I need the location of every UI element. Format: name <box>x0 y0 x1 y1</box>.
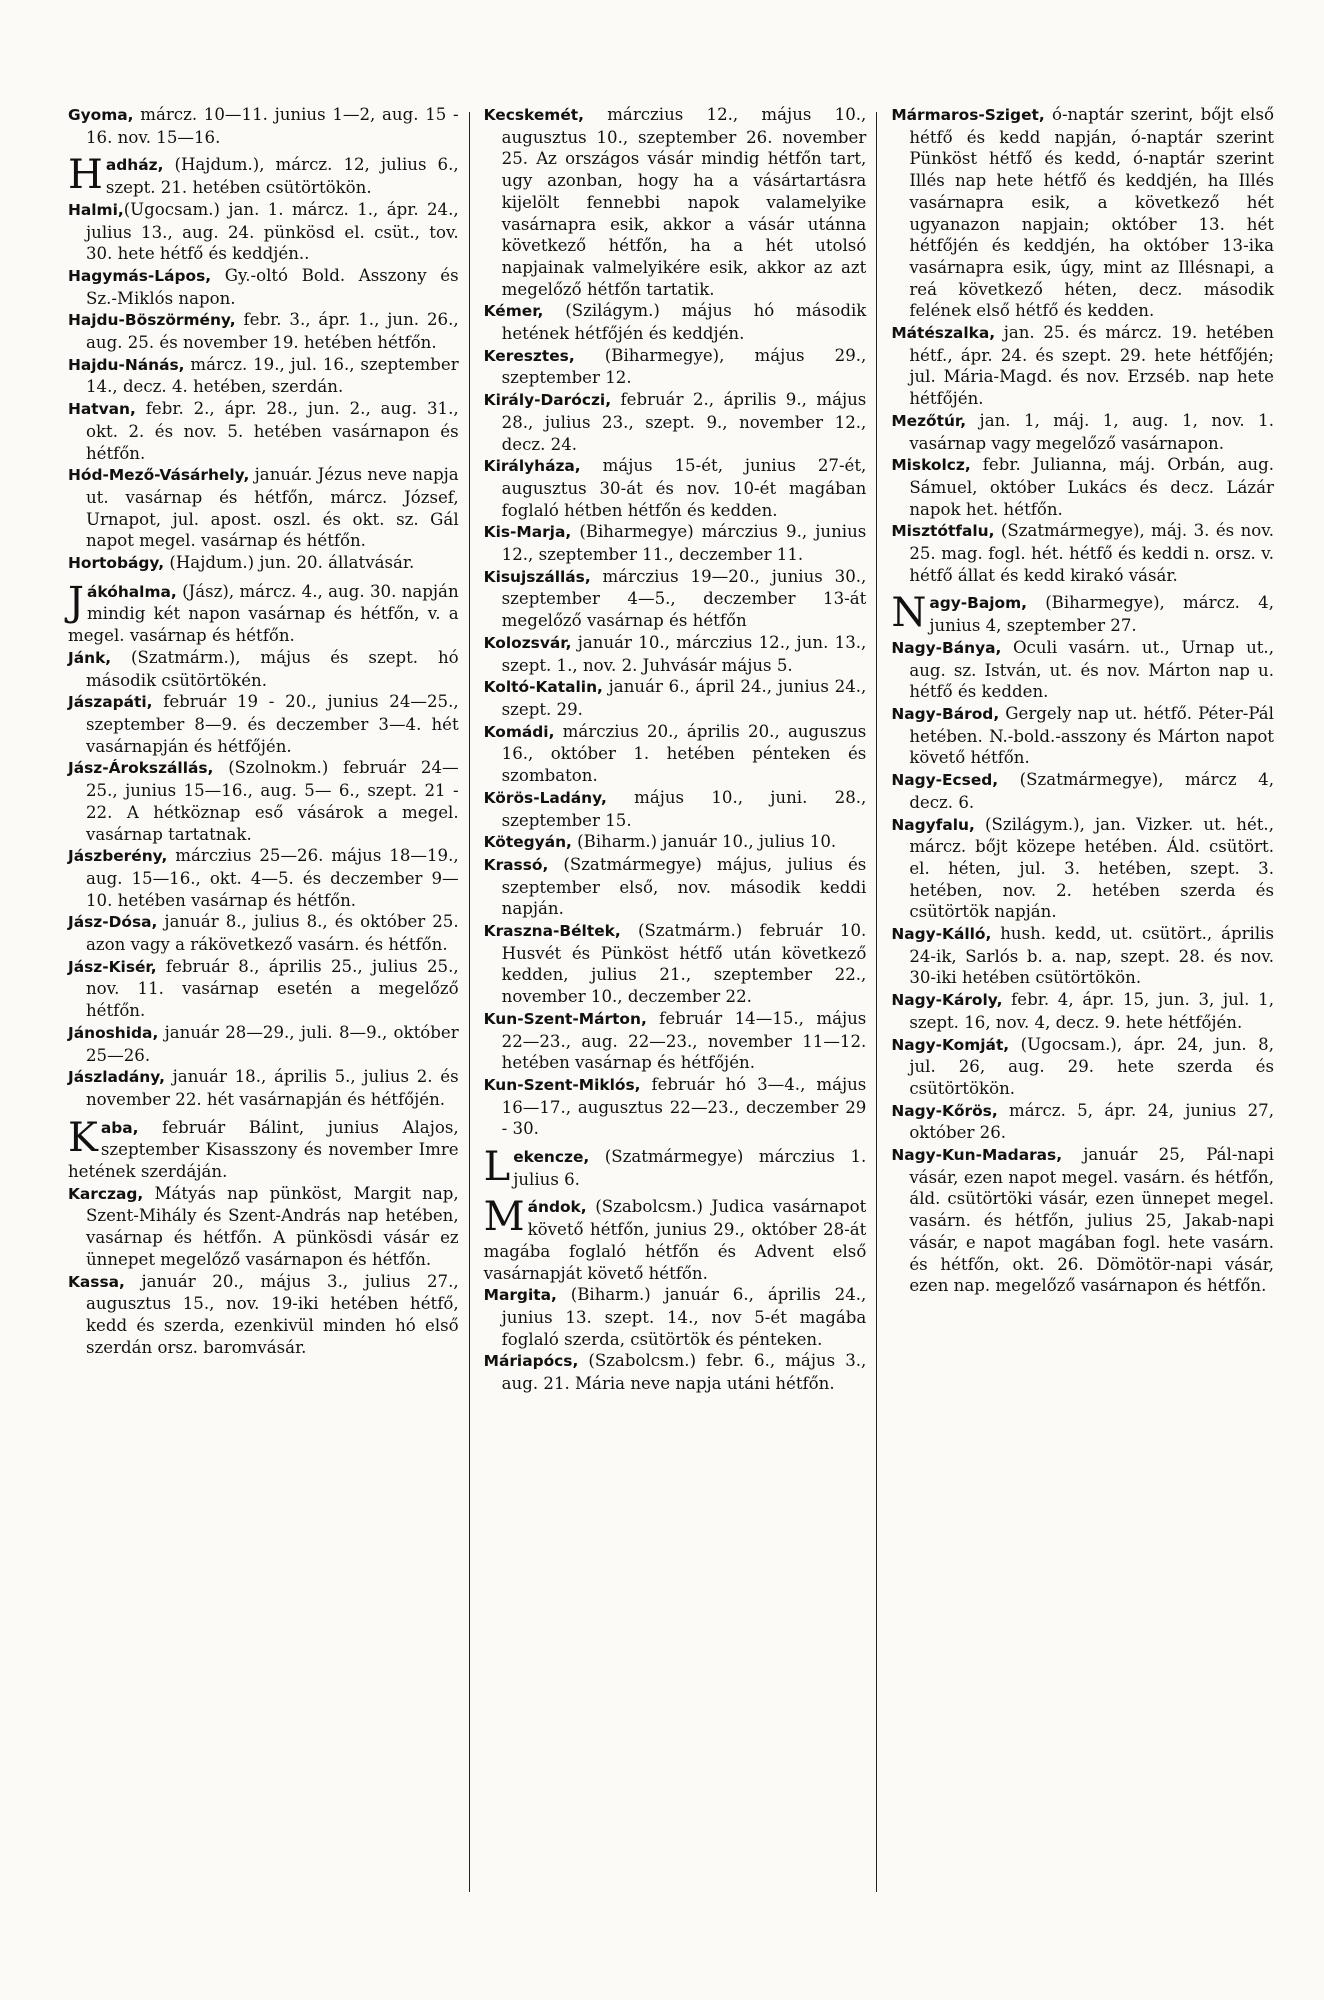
market-dates: (Szatmármegye) május, julius és szeptember első, nov. második keddi napján. <box>501 854 867 919</box>
market-dates: (Ugocsam.), ápr. 24, jun. 8, jul. 26, aug. 29. hete szerda és csütörtökön. <box>909 1034 1274 1098</box>
market-entry <box>484 632 867 676</box>
place-name: Nagy-Károly, <box>891 991 1003 1010</box>
place-name: Miskolcz, <box>891 456 971 475</box>
market-entry <box>68 309 459 353</box>
place-name: Gyoma, <box>68 106 134 124</box>
market-dates: (Szatmárm.) február 10. Husvét és Pünköst hétfő után következő kedden, julius 21., szeptember 22., november 10., deczember 22. <box>501 921 867 1007</box>
place-name: Máriapócs, <box>483 1352 579 1371</box>
market-entry <box>68 1271 459 1359</box>
market-dates: febr. Julianna, máj. Orbán, aug. Sámuel, október Lukács és decz. Lázár napok het. hétfőn. <box>909 455 1274 519</box>
place-name: Jászapáti, <box>68 693 153 712</box>
market-dates: Mátyás nap pünköst, Margit nap, Szent-Mihály és Szent-András nap hetében, vasárnap és hétfőn. A pünkösdi vásár ez ünnepet megelőző vasárnapon és hétfőn. <box>86 1183 459 1269</box>
market-dates: (Szilágym.), jan. Vizker. ut. hét., márcz. bőjt közepe hetében. Áld. csütört. el. héten, jul. 3. hetében, szept. 3. hetében, nov. 2. hetében szerda és csütörtök napján. <box>909 814 1274 922</box>
market-entry <box>891 1144 1274 1297</box>
market-entry <box>891 454 1274 520</box>
market-entry <box>891 814 1274 924</box>
market-dates: február hó 3—4., május 16—17., augusztus 22—23., deczember 29 - 30. <box>501 1074 867 1139</box>
market-entry <box>484 787 867 831</box>
market-entry <box>484 854 867 920</box>
market-dates: (Biharm.) január 10., julius 10. <box>571 832 837 852</box>
market-dates: február 14—15., május 22—23., aug. 22—23., november 11—12. hetében vasárnap és hétfőjén. <box>501 1008 867 1073</box>
market-entry <box>484 104 867 300</box>
place-name: Nagy-Ecsed, <box>891 771 999 790</box>
market-dates: január 10., márczius 12., jun. 13., szept. 1., nov. 2. Juhvásár május 5. <box>501 632 867 675</box>
column-3 <box>877 104 1284 1960</box>
market-dates: febr. 2., ápr. 28., jun. 2., aug. 31., okt. 2. és nov. 5. hetében vasárnapon és hétfőn. <box>86 399 459 463</box>
market-dates: (Biharmegye), május 29., szeptember 12. <box>501 345 867 388</box>
market-entry <box>68 911 459 955</box>
market-entry <box>484 389 867 455</box>
market-dates: (Szatmármegye) márczius 1. julius 6. <box>513 1147 867 1189</box>
market-dates: január 20., május 3., julius 27., augusztus 15., nov. 19-iki hetében hétfő, kedd és szerda, ezenkivül minden hó első szerdán orsz. baromvásár. <box>86 1271 459 1357</box>
market-entry <box>891 592 1274 636</box>
place-name: Mezőtúr, <box>891 411 967 430</box>
market-dates: márczius 19—20., junius 30., szeptember 4—5., deczember 13-át megelőző vasárnap és hétfőn <box>501 566 867 631</box>
place-name: Kis-Marja, <box>483 523 572 542</box>
market-entry <box>891 104 1274 322</box>
market-dates: (Biharm.) január 6., április 24., junius 13. szept. 14., nov 5-ét magába foglaló szerda, csütörtök és pénteken. <box>501 1285 867 1349</box>
place-name: Jász-Árokszállás, <box>68 759 214 778</box>
market-entry <box>68 1114 459 1183</box>
place-name: Nagy-Bárod, <box>891 704 1000 723</box>
drop-cap-letter: M <box>483 1194 525 1241</box>
market-entry <box>484 345 867 389</box>
place-name: Karczag, <box>68 1184 144 1203</box>
market-entry <box>68 104 459 148</box>
market-entry <box>68 354 459 398</box>
place-name: Körös-Ladány, <box>483 788 607 807</box>
market-dates: (Szabolcsm.) Judica vasárnapot követő hétfőn, junius 29., október 28-át magába foglaló hétfőn és Advent első vasárnapját követő hétfőn. <box>483 1197 867 1283</box>
place-name: Krassó, <box>483 855 549 874</box>
market-dates: február Bálint, junius Alajos, szeptember Kisasszony és november Imre hetének szerdáján. <box>68 1117 459 1182</box>
place-name: Kémer, <box>483 302 544 321</box>
market-dates: jan. 25. és márcz. 19. hetében hétf., ápr. 24. és szept. 29. hete hétfőjén; jul. Mária-Magd. és nov. Erzséb. nap hete hétfőjén. <box>909 323 1274 409</box>
market-dates: (Szatmárm.), május és szept. hó második csütörtökén. <box>86 647 459 690</box>
market-entry <box>891 769 1274 813</box>
market-dates: január 28—29., juli. 8—9., október 25—26. <box>86 1022 459 1065</box>
market-entry <box>484 300 867 344</box>
market-dates: január. Jézus neve napja ut. vasárnap és hétfőn, márcz. József, Urnapot, jul. apost. oszl. és okt. sz. Gál napot megel. vasárnap és hétfőn. <box>86 465 459 551</box>
place-name: Nagy-Bánya, <box>891 638 1002 657</box>
market-entry <box>68 1022 459 1066</box>
place-name: Jászladány, <box>68 1068 165 1087</box>
market-entry <box>891 703 1274 769</box>
place-name: Komádi, <box>483 722 555 741</box>
market-entry <box>891 989 1274 1033</box>
place-name: Nagyfalu, <box>891 815 975 834</box>
market-entry <box>484 1008 867 1074</box>
place-name: Hatvan, <box>68 400 136 419</box>
market-entry <box>891 410 1274 454</box>
place-name: Margita, <box>483 1286 557 1305</box>
market-dates: február 2., április 9., május 28., julius 23., szept. 9., november 12., decz. 24. <box>501 390 867 454</box>
market-entry <box>484 566 867 632</box>
place-name: Jánk, <box>68 648 112 667</box>
place-name: Misztótfalu, <box>891 522 995 541</box>
market-dates: (Jász), márcz. 4., aug. 30. napján mindig két napon vasárnap és hétfőn, v. a megel. vasárnap és hétfőn. <box>68 581 459 646</box>
market-entry <box>891 1034 1274 1100</box>
market-dates: február 19 - 20., junius 24—25., szeptember 8—9. és deczember 3—4. hét vasárnapján és hétfőjén. <box>86 692 459 756</box>
market-dates: márczius 25—26. május 18—19., aug. 15—16., okt. 4—5. és deczember 9—10. hetében vasárnap és hétfőn. <box>86 846 459 910</box>
place-name: Nagy-Kálló, <box>891 925 992 944</box>
place-name: Jász-Dósa, <box>68 913 158 932</box>
market-entry <box>484 455 867 521</box>
market-entry <box>68 398 459 464</box>
market-dates: febr. 3., ápr. 1., jun. 26., aug. 25. és november 19. hetében hétfőn. <box>86 310 459 353</box>
market-entry <box>484 1350 867 1394</box>
market-dates: (Ugocsam.) jan. 1. márcz. 1., ápr. 24., julius 13., aug. 24. pünkösd el. csüt., tov. 30. hete hétfő és keddjén.. <box>86 199 459 264</box>
market-dates: márcz. 19., jul. 16., szeptember 14., decz. 4. hetében, szerdán. <box>86 354 459 397</box>
place-name: adház, <box>105 156 164 175</box>
place-name: Király-Daróczi, <box>483 391 612 410</box>
market-entry <box>68 845 459 911</box>
place-name: Kun-Szent-Miklós, <box>483 1075 641 1094</box>
place-name: Hagymás-Lápos, <box>68 266 212 285</box>
place-name: Nagy-Kőrös, <box>891 1101 998 1120</box>
place-name: Nagy-Komját, <box>891 1035 1010 1054</box>
market-dates: január 25, Pál-napi vásár, ezen napot megel. vasárn. és hétfőn, áld. csütörtöki vásár, ezen ünnepet megel. vasárn. és hétfőn, julius 25, Jakab-napi vásár, e napot magában fogl. hete vasárn. és hétfőn, okt. 26. Dömötör-napi vásár, ezen nap. megelőző vasárnapon és hétfőn. <box>909 1145 1274 1296</box>
market-entry <box>484 676 867 720</box>
market-entry <box>484 721 867 787</box>
place-name: Jánoshida, <box>68 1023 159 1042</box>
market-entry <box>68 199 459 265</box>
market-entry <box>68 154 459 198</box>
market-dates: január 8., julius 8., és október 25. azon vagy a rákövetkező vasárn. és hétfőn. <box>86 912 459 955</box>
column-2 <box>470 104 877 1960</box>
place-name: Hortobágy, <box>68 554 165 573</box>
place-name: Kassa, <box>68 1272 125 1291</box>
market-entry <box>68 956 459 1022</box>
place-name: Keresztes, <box>483 346 575 365</box>
drop-cap-letter: K <box>68 1114 98 1161</box>
place-name: Kun-Szent-Márton, <box>483 1009 647 1028</box>
market-dates: Gy.-oltó Bold. Asszony és Sz.-Miklós napon. <box>86 265 459 308</box>
market-entry <box>68 691 459 757</box>
market-dates: (Szilágym.) május hó második hetének hétfőjén és keddjén. <box>501 301 867 344</box>
market-entry <box>68 757 459 845</box>
market-entry <box>891 322 1274 410</box>
market-dates: (Biharmegye) márczius 9., junius 12., szeptember 11., deczember 11. <box>501 522 867 565</box>
market-dates: márczius 20., április 20., auguszus 16., október 1. hetében pénteken és szombaton. <box>501 721 867 786</box>
market-dates: (Szabolcsm.) febr. 6., május 3., aug. 21. Mária neve napja utáni hétfőn. <box>501 1351 867 1394</box>
place-name: Királyháza, <box>483 457 581 476</box>
market-entry <box>484 831 867 854</box>
market-dates: február 8., április 25., julius 25., nov. 11. vasárnap esetén a megelőző hétfőn. <box>86 956 459 1021</box>
market-entry <box>484 521 867 565</box>
market-entry <box>891 1100 1274 1144</box>
place-name: Mátészalka, <box>891 324 996 343</box>
market-entry <box>484 920 867 1008</box>
market-entry <box>891 637 1274 703</box>
market-dates: ó-naptár szerint, bőjt első hétfő és kedd napján, ó-naptár szerint Pünköst hétfő és kedd, ó-naptár szerint Illés nap hete hétfő és keddjén, ha Illés vasárnapra esik, a következő hét ugyanazon napjain; október 13. hét hétfőjén és keddjén, ha október 13-ika vasárnapra esik, úgy, mint az Illésnapi, a reá következő héten, decz. második felének első hétfő és kedden. <box>909 105 1274 321</box>
place-name: Halmi, <box>68 200 124 219</box>
drop-cap-letter: H <box>68 152 103 199</box>
market-entry <box>68 552 459 575</box>
place-name: Jász-Kisér, <box>68 957 157 976</box>
market-dates: január 18., április 5., julius 2. és november 22. hét vasárnapján és hétfőjén. <box>86 1067 459 1109</box>
market-dates: (Hajdum.), márcz. 12, julius 6., szept. 21. hetében csütörtökön. <box>105 155 459 198</box>
place-name: Nagy-Kun-Madaras, <box>891 1146 1063 1165</box>
market-entry <box>484 1146 867 1190</box>
place-name: ákóhalma, <box>87 582 177 601</box>
market-dates: jan. 1, máj. 1, aug. 1, nov. 1. vasárnap vagy megelőző vasárnapon. <box>909 410 1274 453</box>
market-dates: márcz. 10—11. junius 1—2, aug. 15 - 16. nov. 15—16. <box>86 105 459 147</box>
market-entry <box>484 1284 867 1350</box>
market-dates: május 15-ét, junius 27-ét, augusztus 30-át és nov. 10-ét magában foglaló hétben hétfőn és kedden. <box>501 456 867 520</box>
market-entry <box>891 520 1274 586</box>
place-name: Kisujszállás, <box>483 567 591 586</box>
market-dates: márczius 12., május 10., augusztus 10., szeptember 26. november 25. Az országos vásár mindig hétfőn tart, ugy azonban, hogy ha a vásártartásra kijelölt fennebbi napok valamelyike vasárnapra esik, akkor a vásár utánna következő hétfőn, ha a hét utolsó napjainak valmelyikére esik, akkor az azt megelőző hétfőn tartatik. <box>501 105 867 299</box>
market-dates: hush. kedd, ut. csütört., április 24-ik, Sarlós b. a. nap, szept. 28. és nov. 30-iki hetében csütörtökön. <box>909 924 1274 988</box>
market-dates: január 6., ápril 24., junius 24., szept. 29. <box>501 677 867 719</box>
place-name: ándok, <box>527 1198 587 1217</box>
market-dates: (Szolnokm.) február 24—25., junius 15—16., aug. 5— 6., szept. 21 - 22. A hétköznap eső vásárok a megel. vasárnap tartatnak. <box>86 758 459 844</box>
place-name: Koltó-Katalin, <box>483 678 603 697</box>
place-name: Kecskemét, <box>483 106 584 124</box>
place-name: Hajdu-Nánás, <box>68 355 185 374</box>
drop-cap-letter: L <box>483 1144 511 1191</box>
drop-cap-letter: N <box>891 590 927 637</box>
market-dates: Gergely nap ut. hétfő. Péter-Pál hetében. N.-bold.-asszony és Márton napot követő hétfőn. <box>909 703 1274 768</box>
place-name: aba, <box>100 1118 139 1137</box>
market-dates: május 10., juni. 28., szeptember 15. <box>501 787 867 830</box>
place-name: Mármaros-Sziget, <box>891 106 1045 124</box>
market-dates: Oculi vasárn. ut., Urnap ut., aug. sz. István, ut. és nov. Márton nap u. hétfő és kedden. <box>909 637 1274 702</box>
place-name: agy-Bajom, <box>929 594 1027 613</box>
market-entry <box>68 464 459 552</box>
place-name: Hajdu-Böszörmény, <box>68 311 236 330</box>
place-name: Hód-Mező-Vásárhely, <box>68 466 250 485</box>
market-entry <box>484 1196 867 1284</box>
place-name: Jászberény, <box>68 847 168 866</box>
market-entry <box>68 1183 459 1271</box>
market-dates: márcz. 5, ápr. 24, junius 27, október 26. <box>909 1100 1274 1143</box>
market-entry <box>68 578 459 647</box>
market-dates: (Szatmármegye), márcz 4, decz. 6. <box>909 770 1274 812</box>
place-name: Kraszna-Béltek, <box>483 922 621 941</box>
place-name: Kolozsvár, <box>483 633 572 652</box>
place-name: ekencze, <box>513 1148 590 1167</box>
column-1 <box>62 104 469 1960</box>
market-entry <box>484 1074 867 1140</box>
drop-cap-letter: J <box>68 578 85 625</box>
market-dates: febr. 4, ápr. 15, jun. 3, jul. 1, szept. 16, nov. 4, decz. 9. hete hétfőjén. <box>909 990 1274 1032</box>
market-dates: (Hajdum.) jun. 20. állatvásár. <box>164 553 415 573</box>
market-entry <box>891 923 1274 989</box>
place-name: Kötegyán, <box>483 833 572 852</box>
market-entry <box>68 1066 459 1110</box>
market-entry <box>68 265 459 309</box>
market-dates: (Biharmegye), márcz. 4, junius 4, szeptember 27. <box>929 593 1274 636</box>
market-dates: (Szatmármegye), máj. 3. és nov. 25. mag. fogl. hét. hétfő és keddi n. orsz. v. hétfő állat és kedd kirakó vásár. <box>909 521 1274 585</box>
market-entry <box>68 647 459 691</box>
